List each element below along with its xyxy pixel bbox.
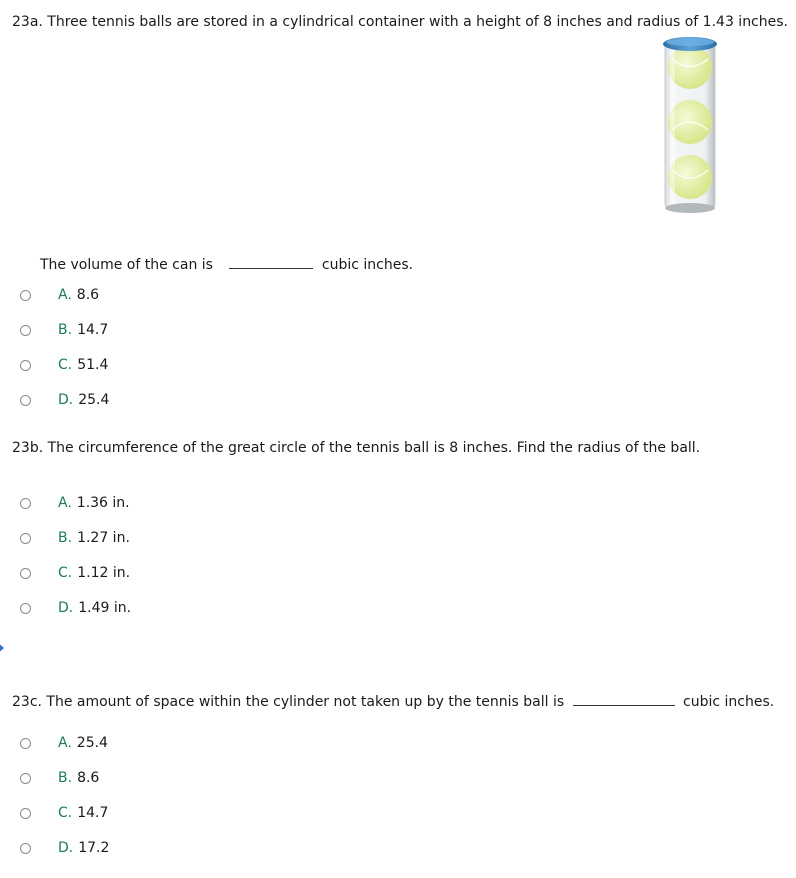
option-letter: B. — [58, 770, 73, 786]
option-value: 17.2 — [78, 840, 110, 856]
radio-button[interactable] — [20, 843, 31, 854]
option-letter: C. — [58, 357, 73, 373]
q23b-option-c[interactable] — [20, 563, 130, 583]
option-value: 1.12 in. — [77, 565, 131, 581]
can-bottom — [665, 203, 715, 213]
option-value: 51.4 — [77, 357, 109, 373]
option-letter: B. — [58, 530, 73, 546]
option-value: 14.7 — [77, 322, 109, 338]
radio-button[interactable] — [20, 290, 31, 301]
radio-button[interactable] — [20, 773, 31, 784]
radio-button[interactable] — [20, 395, 31, 406]
q23a-option-d[interactable] — [20, 390, 109, 410]
question-23c-text — [12, 692, 774, 710]
prompt-before-text: The volume of the can is — [40, 257, 213, 273]
q23c-option-b[interactable] — [20, 768, 99, 788]
option-letter: A. — [58, 287, 72, 303]
option-letter: A. — [58, 735, 72, 751]
answer-blank — [573, 692, 675, 706]
option-letter: D. — [58, 392, 74, 408]
option-value: 1.36 in. — [76, 495, 130, 511]
radio-button[interactable] — [20, 808, 31, 819]
radio-button[interactable] — [20, 603, 31, 614]
radio-button[interactable] — [20, 738, 31, 749]
q23c-option-d[interactable] — [20, 838, 109, 858]
option-value: 8.6 — [76, 287, 100, 303]
question-23a-prompt — [40, 255, 413, 273]
tennis-ball-can-image — [660, 34, 720, 216]
side-nav-marker-icon[interactable] — [0, 640, 4, 656]
option-letter: C. — [58, 565, 73, 581]
q23b-option-a[interactable] — [20, 493, 130, 513]
option-letter: A. — [58, 495, 72, 511]
option-letter: B. — [58, 322, 73, 338]
question-23a-text: 23a. Three tennis balls are stored in a cylindrical container with a height of 8 inches and radius of 1.43 inches. — [12, 14, 788, 30]
option-value: 14.7 — [77, 805, 109, 821]
question-23c-text-after: cubic inches. — [683, 694, 775, 710]
radio-button[interactable] — [20, 533, 31, 544]
prompt-after-text: cubic inches. — [321, 257, 414, 273]
option-value: 1.27 in. — [77, 530, 130, 546]
q23c-option-a[interactable] — [20, 733, 108, 753]
question-23c-text-before: 23c. The amount of space within the cylinder not taken up by the tennis ball is — [12, 694, 565, 710]
option-value: 25.4 — [76, 735, 108, 751]
q23a-option-b[interactable] — [20, 320, 108, 340]
option-value: 8.6 — [77, 770, 100, 786]
q23b-option-b[interactable] — [20, 528, 130, 548]
q23a-option-a[interactable] — [20, 285, 99, 305]
radio-button[interactable] — [20, 360, 31, 371]
option-letter: D. — [58, 600, 74, 616]
q23b-option-d[interactable] — [20, 598, 131, 618]
option-value: 25.4 — [78, 392, 110, 408]
answer-blank — [229, 255, 313, 269]
radio-button[interactable] — [20, 568, 31, 579]
q23a-option-c[interactable] — [20, 355, 108, 375]
radio-button[interactable] — [20, 325, 31, 336]
option-letter: C. — [58, 805, 73, 821]
option-letter: D. — [58, 840, 74, 856]
question-23b-text: 23b. The circumference of the great circle of the tennis ball is 8 inches. Find the radius of the ball. — [12, 440, 701, 456]
option-value: 1.49 in. — [78, 600, 132, 616]
q23c-option-c[interactable] — [20, 803, 108, 823]
radio-button[interactable] — [20, 498, 31, 509]
